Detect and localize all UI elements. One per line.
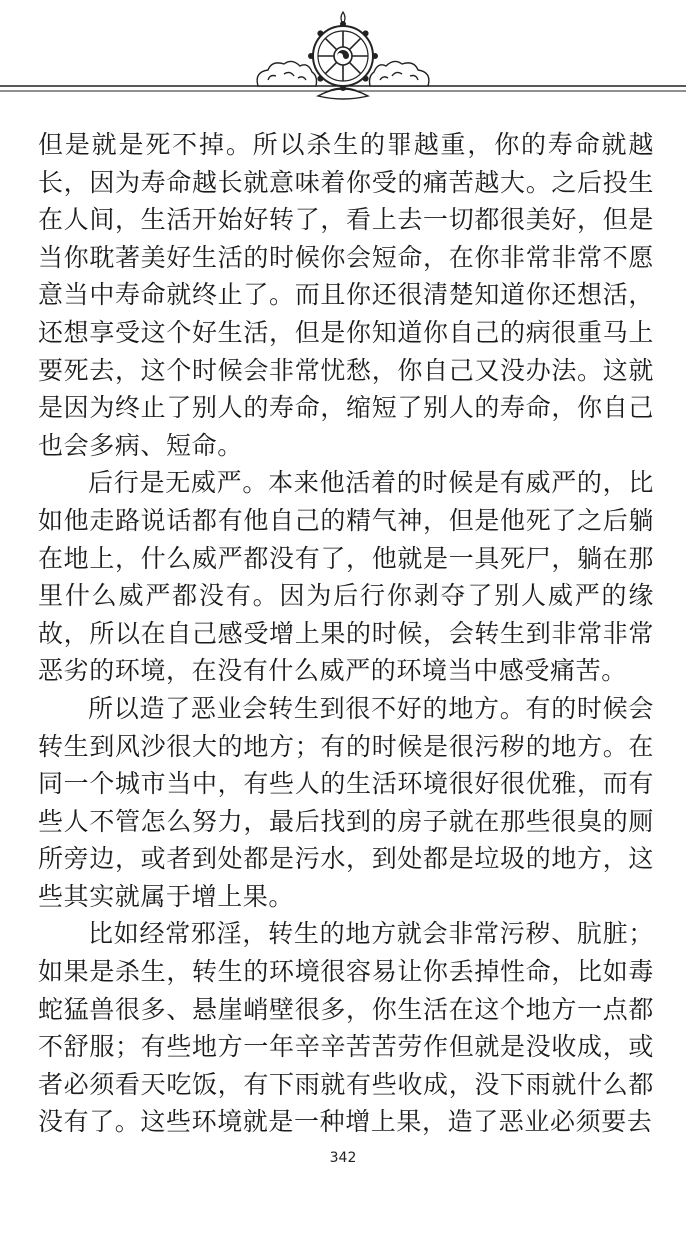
page-number: 342 (329, 1150, 357, 1166)
cloud-right-icon (370, 61, 429, 86)
cloud-left-icon (257, 61, 316, 86)
header-ornament (0, 0, 686, 120)
body-text (38, 126, 654, 1141)
page-header (0, 0, 686, 120)
paragraph-3: 所以造了恶业会转生到很不好的地方。有的时候会转生到风沙很大的地方；有的时候是很污秽的地方。在同一个城市当中，有些人的生活环境很好很优雅，而有些人不管怎么努力，最后找到的房子就在那些很臭的厕所旁边，或者到处都是污水，到处都是垃圾的地方，这些其实就属于增上果。 (38, 693, 654, 911)
paragraph-1: 但是就是死不掉。所以杀生的罪越重，你的寿命就越长，因为寿命越长就意味着你受的痛苦越大。之后投生在人间，生活开始好转了，看上去一切都很美好，但是当你耽著美好生活的时候你会短命，在你非常非常不愿意当中寿命就终止了。而且你还很清楚知道你还想活，还想享受这个好生活，但是你知道你自己的病很重马上要死去，这个时候会非常忧愁，你自己又没办法。这就是因为终止了别人的寿命，缩短了别人的寿命，你自己也会多病、短命。 (38, 130, 654, 460)
paragraph-4: 比如经常邪淫，转生的地方就会非常污秽、肮脏；如果是杀生，转生的环境很容易让你丢掉性命，比如毒蛇猛兽很多、悬崖峭壁很多，你生活在这个地方一点都不舒服；有些地方一年辛辛苦苦劳作但就是没收成，或者必须看天吃饭，有下雨就有些收成，没下雨就什么都没有了。这些环境就是一种增上果，造了恶业必须要去 (38, 919, 654, 1137)
paragraph-2: 后行是无威严。本来他活着的时候是有威严的，比如他走路说话都有他自己的精气神，但是他死了之后躺在地上，什么威严都没有了，他就是一具死尸，躺在那里什么威严都没有。因为后行你剥夺了别人威严的缘故，所以在自己感受增上果的时候，会转生到非常非常恶劣的环境，在没有什么威严的环境当中感受痛苦。 (38, 468, 654, 686)
